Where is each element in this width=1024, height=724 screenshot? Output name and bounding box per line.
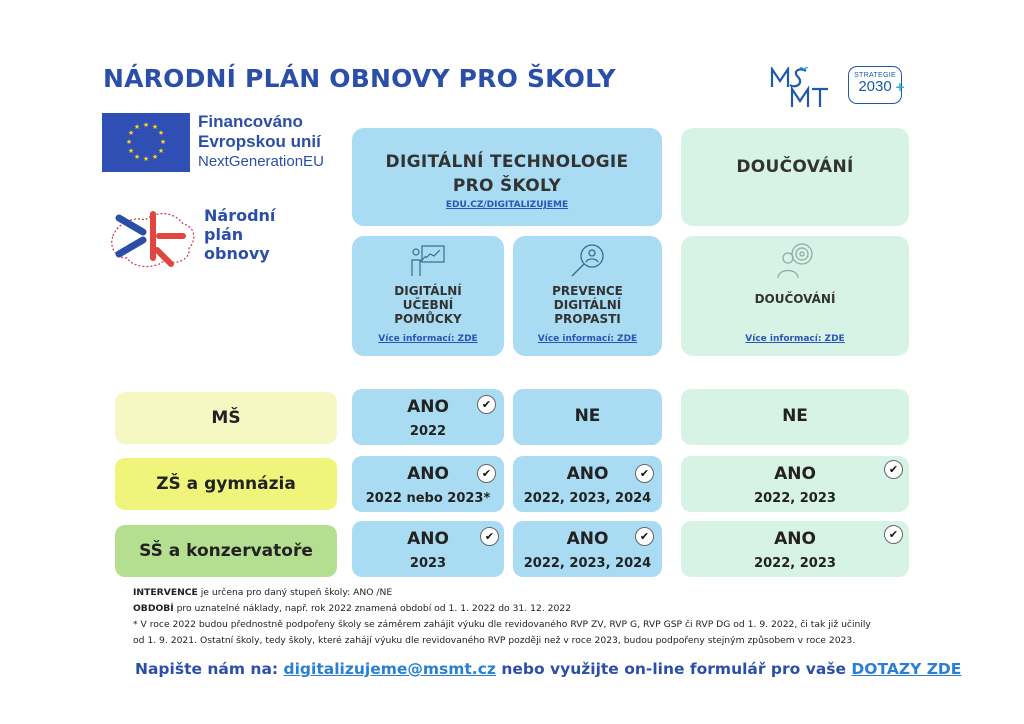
row-label-ss: SŠ a konzervatoře [115,525,337,577]
note-obdobi [133,601,893,617]
checkmark-icon: ✔ [884,460,903,479]
eu-line-3: NextGenerationEU [198,153,324,170]
sub-label-line-1: PREVENCE [552,284,623,298]
strategie-label: STRATEGIE [854,72,896,79]
svg-text:★: ★ [151,153,159,161]
checkmark-icon: ✔ [477,395,496,414]
cell-value: ANO [566,464,609,484]
eu-line-1: Financováno [198,112,303,131]
sub-digital-divide-prevention [513,236,662,356]
npo-line-2: plán [204,225,244,244]
note-bold: INTERVENCE [133,587,198,598]
row-label-zs: ZŠ a gymnázia [115,458,337,510]
cell-ss-digital-aids [352,521,504,577]
cell-years: 2022 [409,424,447,439]
svg-text:★: ★ [159,138,167,146]
row-label-ms: MŠ [115,392,337,444]
npo-text [204,206,275,263]
questions-link[interactable]: DOTAZY ZDE [851,660,962,678]
cell-ms-doucovani [681,389,909,445]
svg-text:★: ★ [151,123,159,131]
digital-heading-line-2: PRO ŠKOLY [452,176,562,196]
checkmark-icon: ✔ [477,464,496,483]
cell-years: 2022, 2023, 2024 [523,556,652,571]
cell-years: 2022, 2023, 2024 [523,491,652,506]
cell-years: 2022 nebo 2023* [365,491,491,506]
sub-doucovani [681,236,909,356]
digital-link[interactable]: EDU.CZ/DIGITALIZUJEME [445,200,569,210]
note-asterisk-1: * V roce 2022 budou přednostně podpořeny školy se záměrem zahájit výuku dle revidovaného RVP ZV, RVP G, RVP GSP či RVP DG od 1. 9. 2022, či tak již učinily [133,619,871,630]
note-intervence [133,585,893,601]
eu-flag-logo [102,113,190,172]
eu-line-2: Evropskou unií [198,132,321,151]
note-text: pro uznatelné náklady, např. rok 2022 znamená období od 1. 1. 2022 do 31. 12. 2022 [173,603,572,614]
sub-digital-teaching-aids [352,236,504,356]
more-info-link[interactable]: Více informací: ZDE [537,334,638,344]
cell-value: ANO [774,529,816,549]
svg-text:★: ★ [157,147,165,155]
cell-value: NE [782,406,808,426]
cell-value: NE [574,406,601,426]
cell-zs-digital-aids [352,456,504,512]
checkmark-icon: ✔ [884,525,903,544]
cell-value: ANO [407,529,449,549]
checkmark-icon: ✔ [480,527,499,546]
svg-text:★: ★ [125,138,133,146]
svg-text:★: ★ [142,155,150,163]
sub-label-line-2: DIGITÁLNÍ [553,298,622,312]
cell-ss-digital-divide [513,521,662,577]
footnotes [133,585,893,649]
msmt-logo [770,67,832,109]
digital-heading-line-1: DIGITÁLNÍ TECHNOLOGIE [385,152,629,172]
contact-middle: nebo využijte on-line formulář pro vaše [495,660,852,678]
cell-zs-doucovani [681,456,909,512]
contact-prefix: Napište nám na: [135,660,284,678]
more-info-link[interactable]: Více informací: ZDE [745,334,845,344]
cell-value: ANO [566,529,609,549]
contact-email-link[interactable]: digitalizujeme@msmt.cz [283,660,496,678]
cell-ms-digital-divide [513,389,662,445]
teacher-board-icon [408,242,448,278]
strategie-2030-logo [848,66,902,104]
cell-value: ANO [407,464,449,484]
sub-label [352,284,504,326]
eu-funding-text [198,112,324,172]
sub-label-line-2: UČEBNÍ [402,298,454,312]
cell-ss-doucovani [681,521,909,577]
svg-text:★: ★ [133,153,141,161]
note-bold: OBDOBÍ [133,603,174,614]
cell-value: ANO [774,464,816,484]
sub-label-line-3: POMŮCKY [394,312,462,326]
doucovani-heading: DOUČOVÁNÍ [736,157,854,177]
note-text: je určena pro daný stupeň školy: ANO /NE [197,587,393,598]
sub-label-line-1: DIGITÁLNÍ [394,284,462,298]
strategie-plus: + [895,80,906,94]
checkmark-icon: ✔ [635,464,654,483]
contact-line [135,660,961,678]
page-title: NÁRODNÍ PLÁN OBNOVY PRO ŠKOLY [103,64,616,93]
person-target-icon [774,242,816,280]
strategie-year: 2030 [858,78,892,95]
svg-text:★: ★ [157,129,165,137]
sub-label: DOUČOVÁNÍ [754,292,836,306]
svg-text:★: ★ [127,147,135,155]
npo-line-1: Národní [204,206,276,225]
cell-zs-digital-divide [513,456,662,512]
npo-line-3: obnovy [204,244,270,263]
note-asterisk-2: od 1. 9. 2021. Ostatní školy, tedy školy, které zahájí výuku dle revidovaného RVP později než v roce 2023, budou podpořeny stejným způsobem v roce 2023. [133,635,856,646]
svg-text:★: ★ [142,121,150,129]
sub-label [513,284,662,326]
digital-technologies-card [352,128,662,226]
doucovani-card [681,128,909,226]
cell-years: 2022, 2023 [754,556,836,571]
svg-text:★: ★ [133,123,141,131]
cell-years: 2022, 2023 [754,491,836,506]
more-info-link[interactable]: Více informací: ZDE [378,334,478,344]
cell-years: 2023 [409,556,447,571]
cell-value: ANO [407,397,449,417]
npo-logo-icon [105,202,200,274]
svg-text:★: ★ [127,129,135,137]
sub-label-line-3: PROPASTI [554,312,621,326]
cell-ms-digital-aids [352,389,504,445]
checkmark-icon: ✔ [635,527,654,546]
magnifier-person-icon [568,242,608,278]
